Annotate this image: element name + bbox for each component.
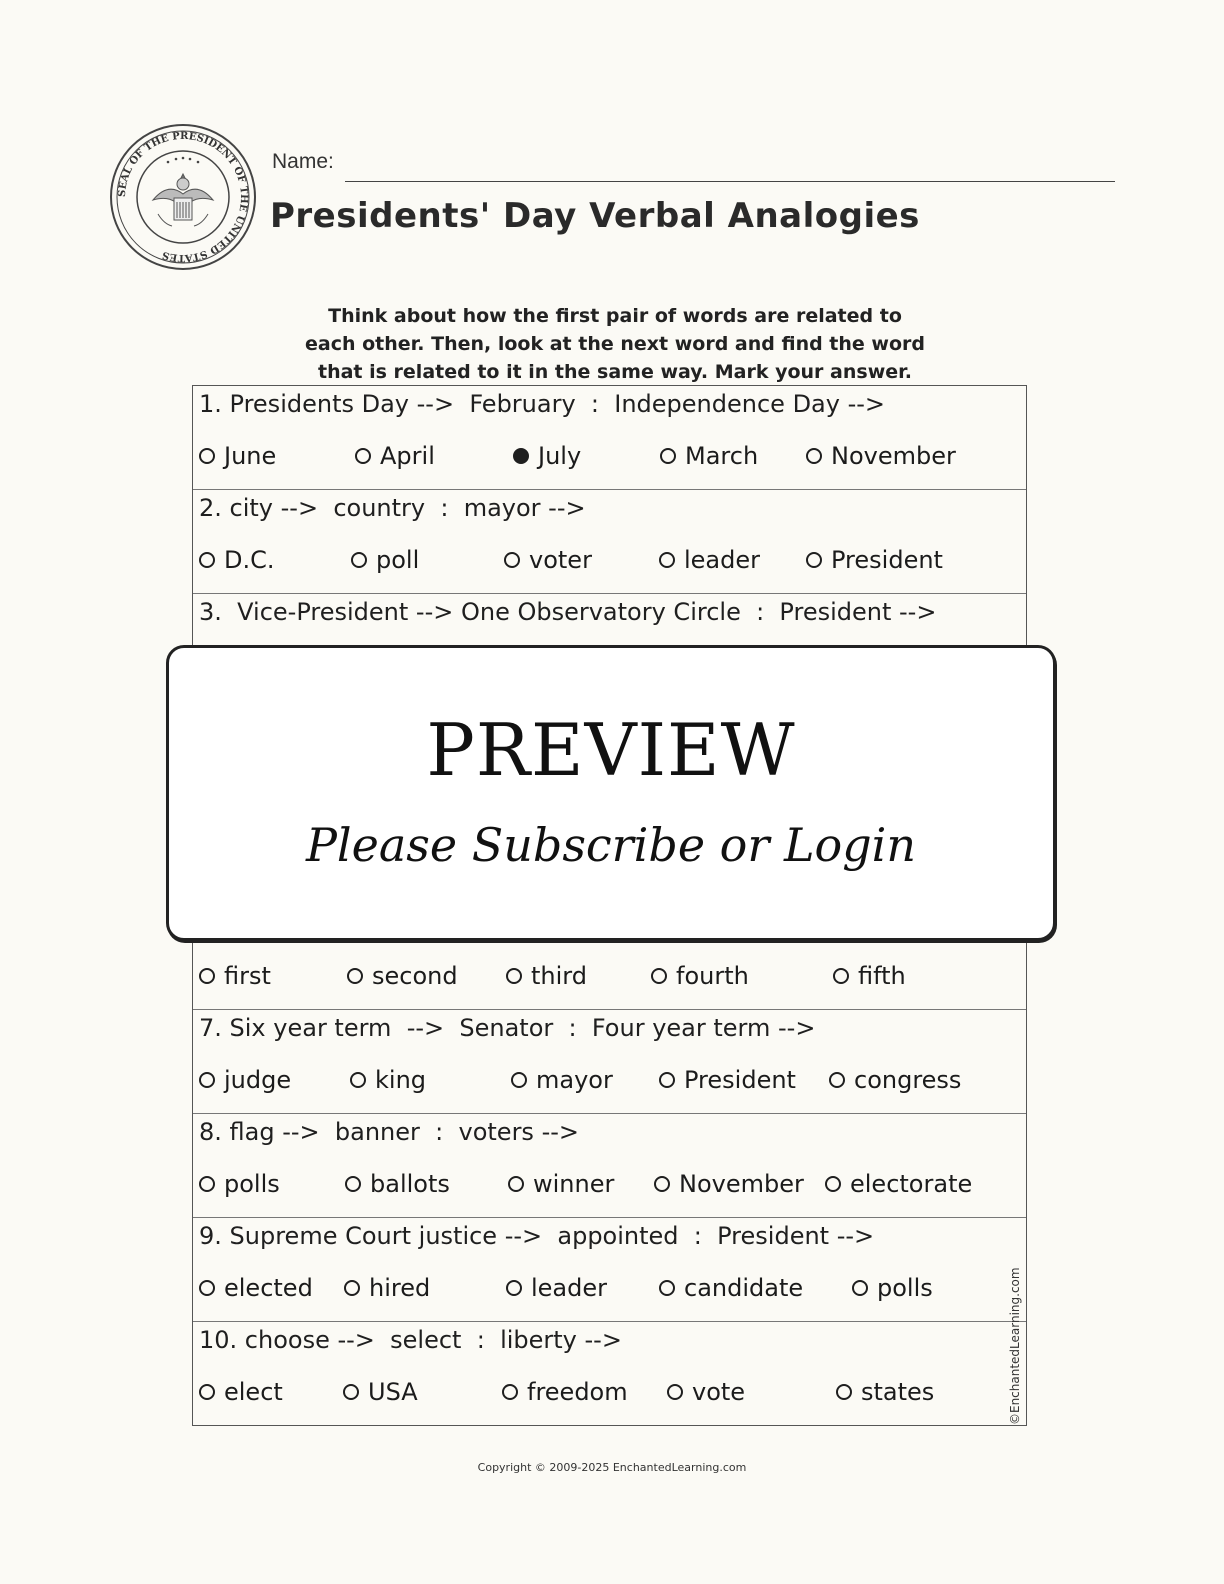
radio-bubble[interactable] <box>506 968 522 984</box>
radio-bubble[interactable] <box>836 1384 852 1400</box>
subscribe-login-link[interactable]: Please Subscribe or Login <box>305 818 917 872</box>
answer-option[interactable]: leader <box>659 546 760 574</box>
radio-bubble[interactable] <box>343 1384 359 1400</box>
radio-bubble[interactable] <box>833 968 849 984</box>
preview-title: PREVIEW <box>426 708 796 792</box>
radio-bubble[interactable] <box>667 1384 683 1400</box>
radio-bubble[interactable] <box>345 1176 361 1192</box>
answer-option[interactable]: leader <box>506 1274 607 1302</box>
radio-bubble[interactable] <box>344 1280 360 1296</box>
radio-bubble[interactable] <box>829 1072 845 1088</box>
name-line[interactable] <box>345 181 1115 182</box>
question-block <box>193 1010 1026 1114</box>
radio-bubble[interactable] <box>506 1280 522 1296</box>
answer-option[interactable]: D.C. <box>199 546 275 574</box>
answer-option[interactable]: elect <box>199 1378 283 1406</box>
radio-bubble[interactable] <box>199 968 215 984</box>
answer-option[interactable]: elected <box>199 1274 313 1302</box>
question-prompt: 1. Presidents Day --> February : Independence Day --> <box>199 390 886 418</box>
answer-option[interactable]: congress <box>829 1066 961 1094</box>
radio-bubble[interactable] <box>651 968 667 984</box>
instructions-line: each other. Then, look at the next word and find the word <box>304 333 925 355</box>
answer-option[interactable]: vote <box>667 1378 745 1406</box>
question-block <box>193 386 1026 490</box>
question-prompt: 10. choose --> select : liberty --> <box>199 1326 622 1354</box>
answer-option[interactable]: second <box>347 962 458 990</box>
radio-bubble[interactable] <box>350 1072 366 1088</box>
answer-option[interactable]: hired <box>344 1274 430 1302</box>
radio-bubble[interactable] <box>199 1384 215 1400</box>
page-title: Presidents' Day Verbal Analogies <box>270 196 920 236</box>
answer-option[interactable]: third <box>506 962 587 990</box>
answer-option[interactable]: President <box>806 546 943 574</box>
question-prompt: 8. flag --> banner : voters --> <box>199 1118 579 1146</box>
answer-option[interactable]: fourth <box>651 962 749 990</box>
radio-bubble[interactable] <box>199 448 215 464</box>
instructions <box>290 302 940 386</box>
radio-bubble[interactable] <box>806 552 822 568</box>
answer-option[interactable]: electorate <box>825 1170 972 1198</box>
answer-option[interactable]: king <box>350 1066 426 1094</box>
presidential-seal-image <box>108 122 258 272</box>
radio-bubble[interactable] <box>852 1280 868 1296</box>
answer-option[interactable]: fifth <box>833 962 906 990</box>
question-prompt: 9. Supreme Court justice --> appointed : President --> <box>199 1222 875 1250</box>
radio-bubble[interactable] <box>660 448 676 464</box>
answer-option[interactable]: voter <box>504 546 592 574</box>
radio-bubble[interactable] <box>355 448 371 464</box>
radio-bubble[interactable] <box>199 1280 215 1296</box>
answer-option[interactable]: USA <box>343 1378 418 1406</box>
answer-option[interactable]: ballots <box>345 1170 450 1198</box>
radio-bubble[interactable] <box>508 1176 524 1192</box>
answer-option[interactable]: states <box>836 1378 934 1406</box>
radio-bubble[interactable] <box>806 448 822 464</box>
answer-option[interactable]: first <box>199 962 271 990</box>
radio-bubble[interactable] <box>199 1176 215 1192</box>
radio-bubble[interactable] <box>351 552 367 568</box>
preview-overlay[interactable] <box>166 645 1056 941</box>
radio-bubble[interactable] <box>511 1072 527 1088</box>
side-credit: ©EnchantedLearning.com <box>1008 1267 1022 1425</box>
radio-bubble[interactable] <box>659 552 675 568</box>
question-block <box>193 490 1026 594</box>
answer-option[interactable]: poll <box>351 546 419 574</box>
answer-option[interactable]: November <box>806 442 956 470</box>
radio-bubble[interactable] <box>347 968 363 984</box>
answer-option[interactable]: winner <box>508 1170 614 1198</box>
answer-option[interactable]: polls <box>852 1274 933 1302</box>
answer-option[interactable]: freedom <box>502 1378 628 1406</box>
radio-bubble[interactable] <box>199 1072 215 1088</box>
answer-option[interactable]: June <box>199 442 276 470</box>
radio-bubble[interactable] <box>654 1176 670 1192</box>
question-prompt: 2. city --> country : mayor --> <box>199 494 586 522</box>
radio-bubble[interactable] <box>659 1072 675 1088</box>
radio-bubble[interactable] <box>502 1384 518 1400</box>
radio-bubble-selected[interactable] <box>513 448 529 464</box>
question-prompt: 7. Six year term --> Senator : Four year term --> <box>199 1014 816 1042</box>
copyright: Copyright © 2009-2025 EnchantedLearning.com <box>477 1461 747 1474</box>
radio-bubble[interactable] <box>659 1280 675 1296</box>
answer-option[interactable]: April <box>355 442 435 470</box>
answer-option[interactable]: July <box>513 442 581 470</box>
answer-option[interactable]: March <box>660 442 758 470</box>
question-prompt: 3. Vice-President --> One Observatory Circle : President --> <box>199 598 937 626</box>
answer-option[interactable]: November <box>654 1170 804 1198</box>
instructions-line: that is related to it in the same way. Mark your answer. <box>317 361 913 383</box>
name-label: Name: <box>272 150 334 173</box>
seal-text: SEAL OF THE PRESIDENT OF THE UNITED STATES <box>116 130 250 264</box>
answer-option[interactable]: polls <box>199 1170 280 1198</box>
answer-option[interactable]: judge <box>199 1066 291 1094</box>
answer-option[interactable]: mayor <box>511 1066 613 1094</box>
radio-bubble[interactable] <box>825 1176 841 1192</box>
answer-option[interactable]: President <box>659 1066 796 1094</box>
radio-bubble[interactable] <box>199 552 215 568</box>
radio-bubble[interactable] <box>504 552 520 568</box>
answer-option[interactable]: candidate <box>659 1274 803 1302</box>
instructions-line: Think about how the first pair of words are related to <box>328 305 902 327</box>
question-block <box>193 1114 1026 1218</box>
question-block <box>193 1322 1026 1426</box>
question-block <box>193 1218 1026 1322</box>
